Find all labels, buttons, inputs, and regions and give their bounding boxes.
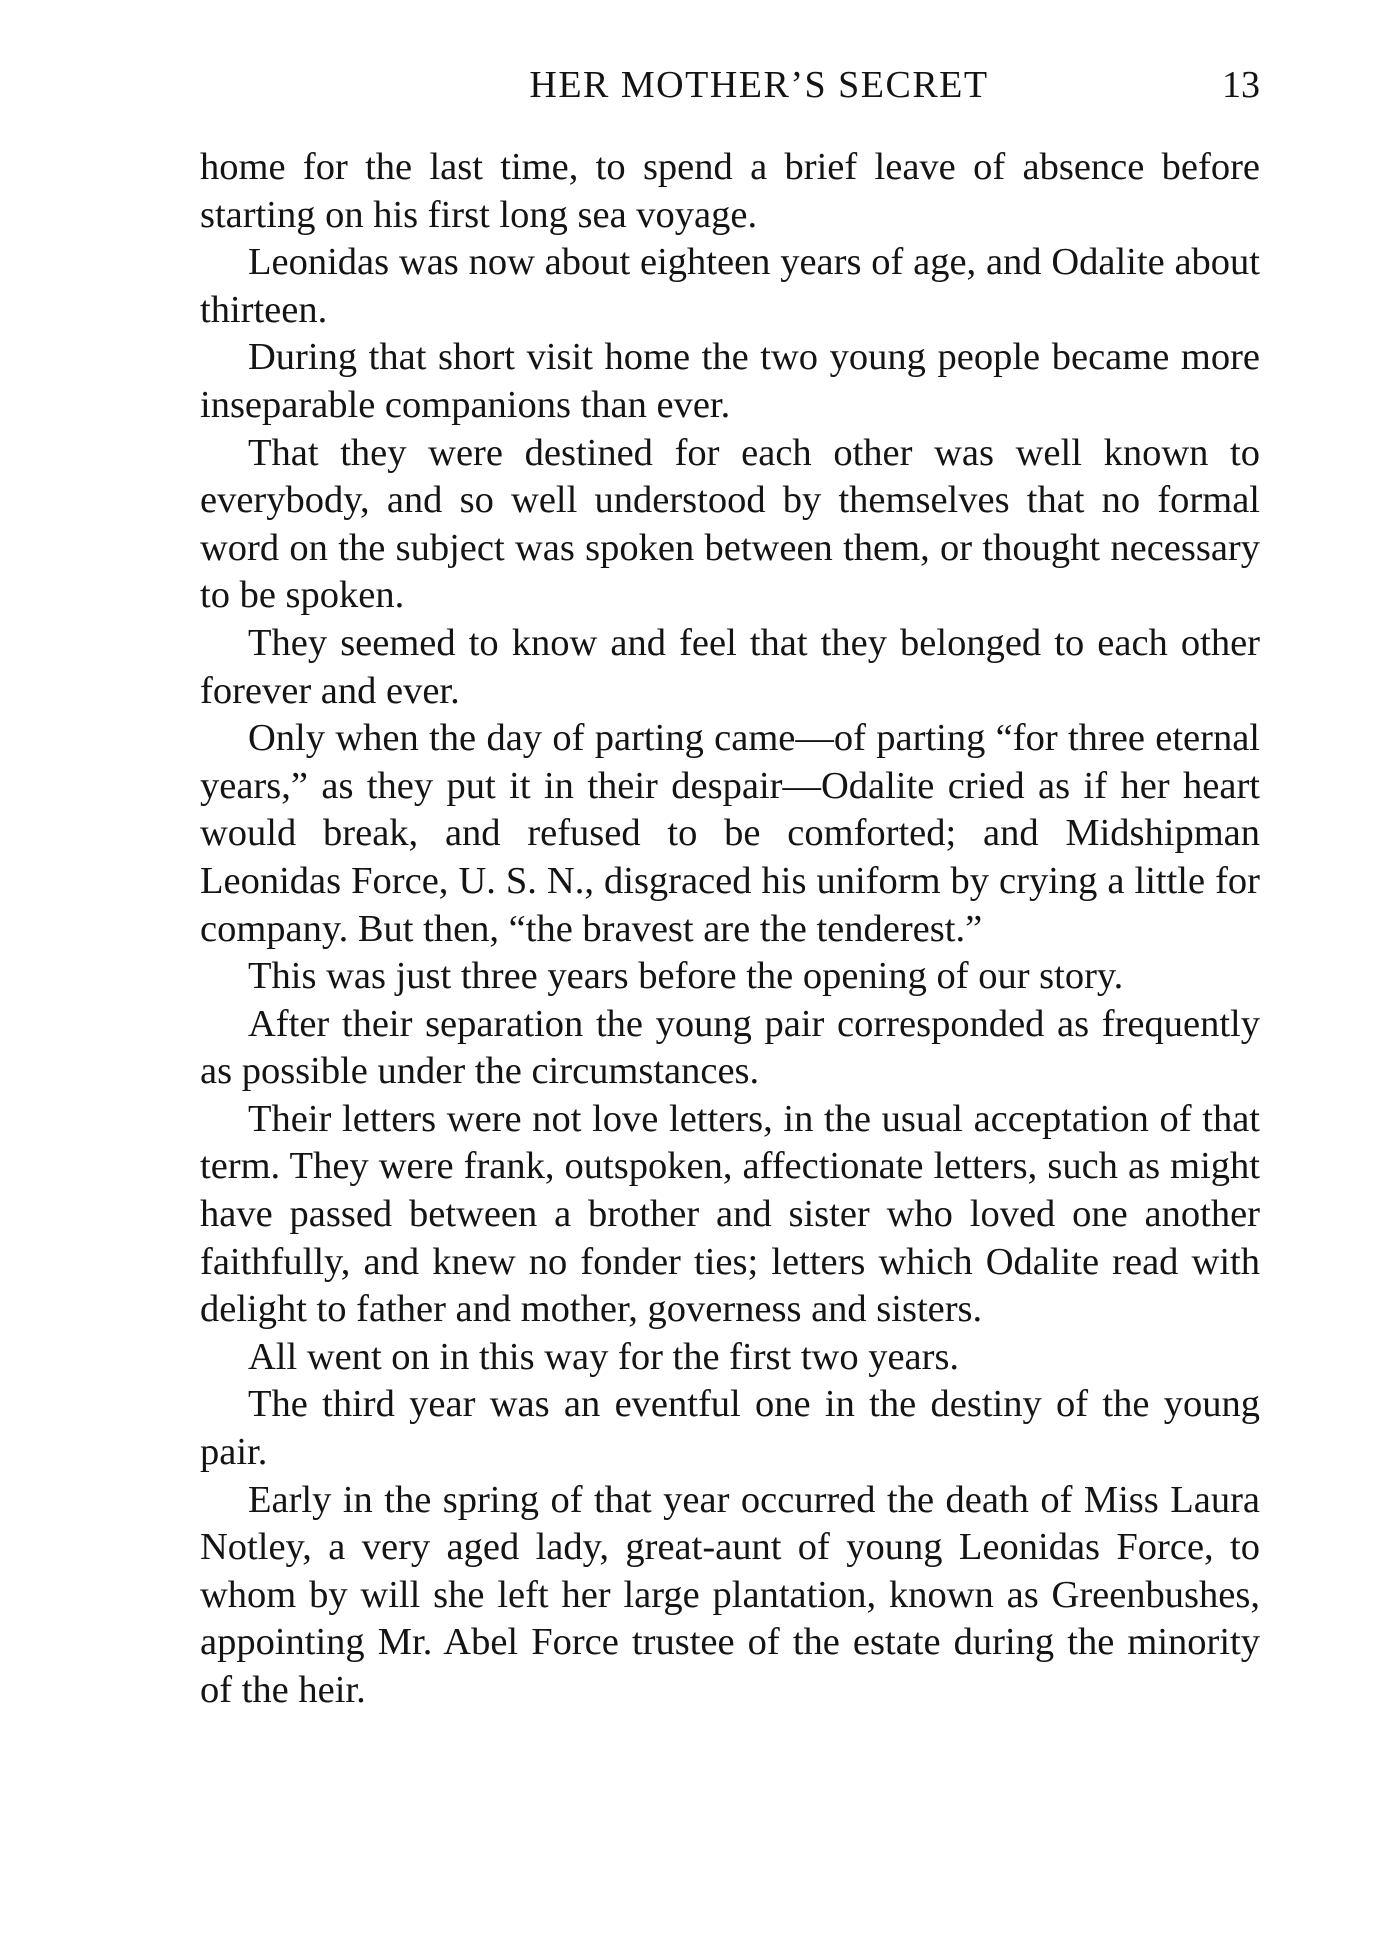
paragraph: This was just three years before the opening of our story.: [248, 955, 1124, 998]
paragraph: The third year was an eventful one in the destiny of the young pair.: [200, 1383, 1260, 1474]
paragraph: Early in the spring of that year occurred the death of Miss Laura Notley, a very aged lady, great-aunt of young Leonidas Force, to whom by will she left her large plantation, known as Greenbushes, appointing Mr. Abel Force trustee of the estate during the minority of the heir.: [200, 1478, 1260, 1711]
page-number: 13: [1222, 64, 1260, 106]
running-head: [198, 58, 1260, 112]
paragraph: That they were destined for each other was well known to everybody, and so well understood by themselves that no formal word on the subject was spoken between them, or thought necessary to be spoken.: [200, 431, 1260, 617]
running-title: HER MOTHER’S SECRET: [529, 64, 989, 106]
paragraph: During that short visit home the two young people became more inseparable companions than ever.: [200, 336, 1260, 426]
paragraph: All went on in this way for the first two years.: [248, 1335, 960, 1378]
body-text: [200, 144, 1260, 1715]
paragraph: They seemed to know and feel that they belonged to each other forever and ever.: [200, 621, 1260, 712]
paragraph: Their letters were not love letters, in the usual acceptation of that term. They were frank, outspoken, affectionate letters, such as might have passed between a brother and sister who loved one another faithfully, and knew no fonder ties; letters which Odalite read with delight to father and mother, governess and sisters.: [200, 1097, 1260, 1331]
paragraph: Only when the day of parting came—of parting “for three eternal years,” as they put it in their despair—Odalite cried as if her heart would break, and refused to be comforted; and Midshipman Leonidas Force, U. S. N., disgraced his uniform by crying a little for company. But then, “the bravest are the tenderest.”: [200, 717, 1260, 950]
paragraph: Leonidas was now about eighteen years of age, and Odalite about thirteen.: [200, 241, 1260, 331]
paragraph: home for the last time, to spend a brief leave of absence before starting on his first long sea voyage.: [200, 146, 1260, 236]
paragraph: After their separation the young pair corresponded as frequently as possible under the circumstances.: [200, 1002, 1260, 1093]
